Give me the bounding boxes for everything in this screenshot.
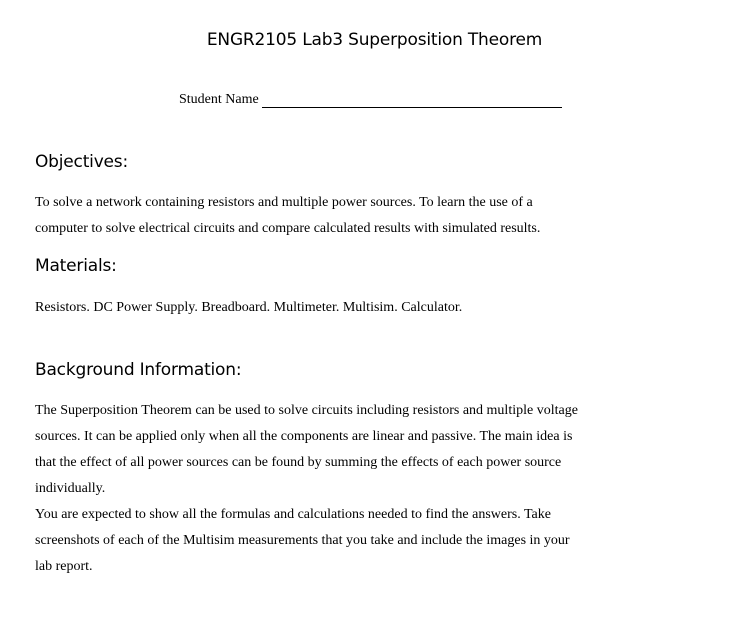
background-paragraph <box>35 398 735 580</box>
background-line: sources. It can be applied only when all the components are linear and passive. The main idea is <box>35 429 573 444</box>
materials-heading: Materials: <box>35 256 117 276</box>
background-line: The Superposition Theorem can be used to solve circuits including resistors and multiple voltage <box>35 403 578 418</box>
objectives-heading: Objectives: <box>35 152 128 172</box>
background-line: lab report. <box>35 559 93 574</box>
student-name-label: Student Name <box>179 92 259 107</box>
materials-paragraph <box>35 295 735 321</box>
student-name-blank-line <box>262 93 562 108</box>
student-name-row <box>179 92 562 108</box>
background-line: that the effect of all power sources can be found by summing the effects of each power source <box>35 455 562 470</box>
background-line: individually. <box>35 481 106 496</box>
objectives-line: To solve a network containing resistors and multiple power sources. To learn the use of a <box>35 195 533 210</box>
background-line: screenshots of each of the Multisim measurements that you take and include the images in your <box>35 533 570 548</box>
background-line: You are expected to show all the formulas and calculations needed to find the answers. Take <box>35 507 551 522</box>
objectives-line: computer to solve electrical circuits and compare calculated results with simulated results. <box>35 221 541 236</box>
objectives-paragraph <box>35 190 735 242</box>
document-title: ENGR2105 Lab3 Superposition Theorem <box>206 30 543 50</box>
background-heading: Background Information: <box>35 360 242 380</box>
materials-line: Resistors. DC Power Supply. Breadboard. Multimeter. Multisim. Calculator. <box>35 300 463 315</box>
